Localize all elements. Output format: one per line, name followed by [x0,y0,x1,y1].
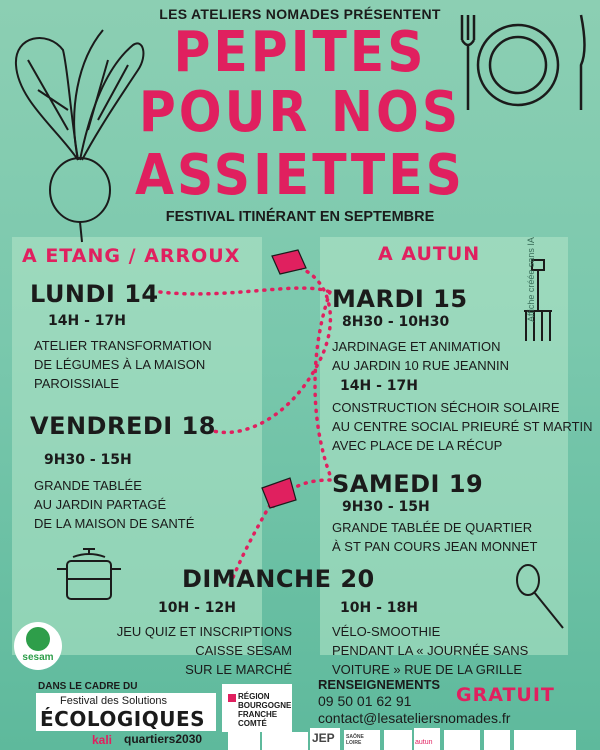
day-mardi: MARDI 15 [332,285,468,313]
title-line-3: ASSIETTES [135,143,465,208]
town-etang: A ETANG / ARROUX [22,245,241,267]
time-mardi-afternoon: 14H - 17H [340,378,418,394]
day-dimanche: DIMANCHE 20 [182,565,375,593]
saone-logo: SAÔNE LOIRE [344,730,380,750]
partner-logo-2 [262,732,308,750]
jep-logo: JEP [310,728,340,750]
presenter-line: LES ATELIERS NOMADES PRÉSENTENT [159,6,441,22]
sesam-logo: sesam [14,622,62,670]
desc-dimanche-left: JEU QUIZ ET INSCRIPTIONS CAISSE SESAM SUR LE MARCHÉ [116,624,292,677]
side-note: Affiche créée sans IA [526,237,536,322]
kaliqi-logo: kali [92,733,113,747]
email-link[interactable]: contact@lesateliersnomades.fr [318,710,511,726]
desc-lundi: ATELIER TRANSFORMATION DE LÉGUMES À LA MAISON PAROISSIALE [34,338,212,391]
desc-vendredi: GRANDE TABLÉE AU JARDIN PARTAGÉ DE LA MAISON DE SANTÉ [34,478,195,531]
festival-subtitle: FESTIVAL ITINÉRANT EN SEPTEMBRE [165,209,435,225]
desc-mardi-afternoon: CONSTRUCTION SÉCHOIR SOLAIRE AU CENTRE SOCIAL PRIEURÉ ST MARTIN AVEC PLACE DE LA RÉCUP [332,400,593,453]
info-title: RENSEIGNEMENTS [318,677,441,692]
context-label: DANS LE CADRE DU [38,681,138,692]
free-badge: GRATUIT [456,684,555,706]
time-dimanche-left: 10H - 12H [158,600,236,616]
partner-logo-5 [484,730,510,750]
partner-logo-1 [228,732,260,750]
autun-logo: autun [414,728,440,750]
title-line-2: POUR NOS [138,80,462,145]
day-vendredi: VENDREDI 18 [30,412,216,440]
desc-samedi: GRANDE TABLÉE DE QUARTIER À ST PAN COURS JEAN MONNET [332,520,538,554]
desc-dimanche-right: VÉLO-SMOOTHIE PENDANT LA « JOURNÉE SANS VOITURE » RUE DE LA GRILLE [332,624,529,677]
partner-logo-4 [444,730,480,750]
time-samedi: 9H30 - 15H [342,499,430,515]
time-vendredi: 9H30 - 15H [44,452,132,468]
title-line-1: PEPITES [173,20,427,85]
desc-mardi-morning: JARDINAGE ET ANIMATION AU JARDIN 10 RUE JEANNIN [332,339,509,373]
festival-logo: Festival des Solutions ÉCOLOGIQUES [36,693,216,731]
phone-number[interactable]: 09 50 01 62 91 [318,693,412,709]
region-logo: RÉGION BOURGOGNE FRANCHE COMTÉ [222,684,292,732]
time-dimanche-right: 10H - 18H [340,600,418,616]
partner-logo-6 [514,730,576,750]
day-samedi: SAMEDI 19 [332,470,484,498]
time-lundi: 14H - 17H [48,313,126,329]
day-lundi: LUNDI 14 [30,280,159,308]
partner-logo-3 [384,730,412,750]
time-mardi-morning: 8H30 - 10H30 [342,314,450,330]
quartiers-logo: quartiers2030 [124,732,203,746]
town-autun: A AUTUN [378,243,481,265]
